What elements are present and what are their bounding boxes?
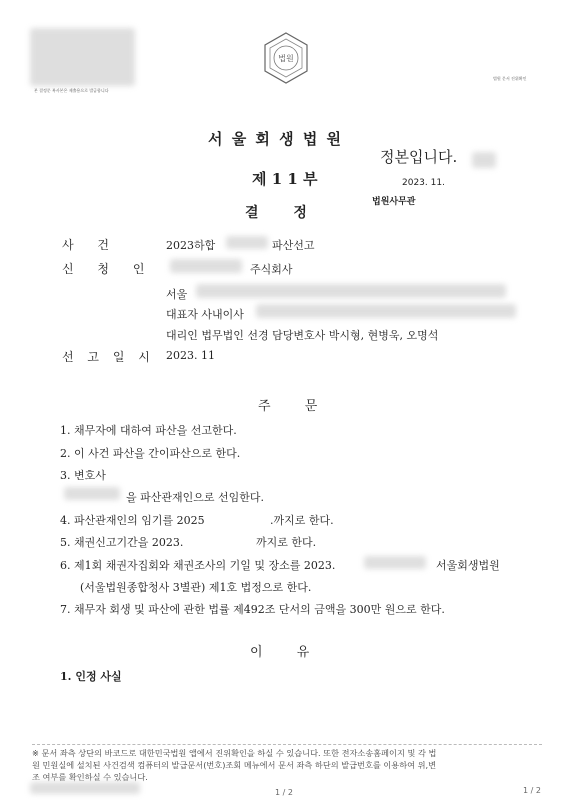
order-section-title: 주 문 bbox=[258, 399, 318, 414]
meeting-date-redaction bbox=[364, 556, 426, 569]
case-label: 사 건 bbox=[62, 238, 119, 252]
verification-text: 법원 문서 진위확인 bbox=[493, 76, 527, 81]
page-number-center: 1 / 2 bbox=[275, 788, 293, 797]
case-type: 파산선고 bbox=[272, 239, 315, 252]
seal-text: 법원 bbox=[278, 54, 294, 63]
announcement-date: 2023. 11 bbox=[166, 349, 215, 362]
barcode-redaction bbox=[30, 28, 135, 86]
order-item-7: 7. 채무자 회생 및 파산에 관한 법률 제492조 단서의 금액을 300만 원으로 한다. bbox=[60, 603, 445, 616]
issue-barcode-redaction bbox=[30, 782, 140, 794]
court-seal-icon bbox=[258, 30, 314, 86]
order-item-5: 5. 채권신고기간을 2023. bbox=[60, 536, 184, 549]
court-name: 서 울 회 생 법 원 bbox=[208, 130, 344, 148]
order-item-5-end: 까지로 한다. bbox=[256, 536, 317, 549]
page-number-right: 1 / 2 bbox=[523, 786, 541, 795]
footer-line-3: 조 여부를 확인하실 수 있습니다. bbox=[32, 772, 148, 782]
address-redaction bbox=[196, 284, 506, 298]
order-item-6-place: 서울회생법원 bbox=[436, 559, 500, 572]
footer-line-1: ※ 문서 좌측 상단의 바코드로 대한민국법원 앱에서 진위확인을 하실 수 있습니다. 또한 전자소송홈페이지 및 각 법 bbox=[32, 748, 437, 758]
applicant-company-suffix: 주식회사 bbox=[250, 263, 293, 276]
representative-redaction bbox=[256, 304, 516, 318]
trustee-name-redaction bbox=[64, 487, 120, 500]
stamp-line3: 법원사무관 bbox=[372, 197, 416, 207]
division-name: 제 1 1 부 bbox=[252, 170, 318, 188]
order-item-6-continued: (서울법원종합청사 3별관) 제1호 법정으로 한다. bbox=[80, 581, 312, 594]
footer-notice bbox=[32, 744, 542, 783]
order-item-4: 4. 파산관재인의 임기를 2025 bbox=[60, 514, 205, 527]
applicant-location: 서울 bbox=[166, 288, 188, 301]
case-number-redaction bbox=[226, 236, 268, 249]
applicant-representative: 대표자 사내이사 bbox=[166, 308, 244, 321]
issue-number-text: 본 결정문 복사본은 제출용으로 발급합니다 bbox=[34, 88, 109, 93]
applicant-name-redaction bbox=[170, 259, 242, 273]
announcement-label: 선 고 일 시 bbox=[62, 350, 155, 364]
stamp-line1: 정본입니다. bbox=[380, 148, 458, 166]
applicant-label: 신 청 인 bbox=[62, 262, 155, 276]
stamp-line2: 2023. 11. bbox=[402, 178, 445, 188]
footer-line-2: 원 민원실에 설치된 사건검색 컴퓨터의 발급문서(번호)조회 메뉴에서 문서 좌측 하단의 발급번호를 이용하여 위,변 bbox=[32, 760, 437, 770]
order-item-4-end: .까지로 한다. bbox=[270, 514, 334, 527]
reason-item-1: 1. 인정 사실 bbox=[60, 670, 122, 683]
order-item-1: 1. 채무자에 대하여 파산을 선고한다. bbox=[60, 424, 237, 437]
order-item-3: 3. 변호사 bbox=[60, 469, 106, 482]
order-item-3-continued: 을 파산관재인으로 선임한다. bbox=[126, 491, 265, 504]
reason-section-title: 이 유 bbox=[250, 645, 310, 660]
document-title: 결 정 bbox=[245, 205, 307, 221]
order-item-2: 2. 이 사건 파산을 간이파산으로 한다. bbox=[60, 447, 241, 460]
order-item-6: 6. 제1회 채권자집회와 채권조사의 기일 및 장소를 2023. bbox=[60, 559, 336, 572]
stamp-redaction bbox=[472, 152, 496, 168]
applicant-agent: 대리인 법무법인 선경 담당변호사 박시형, 현병욱, 오명석 bbox=[166, 329, 439, 342]
case-number-prefix: 2023하합 bbox=[166, 239, 216, 252]
